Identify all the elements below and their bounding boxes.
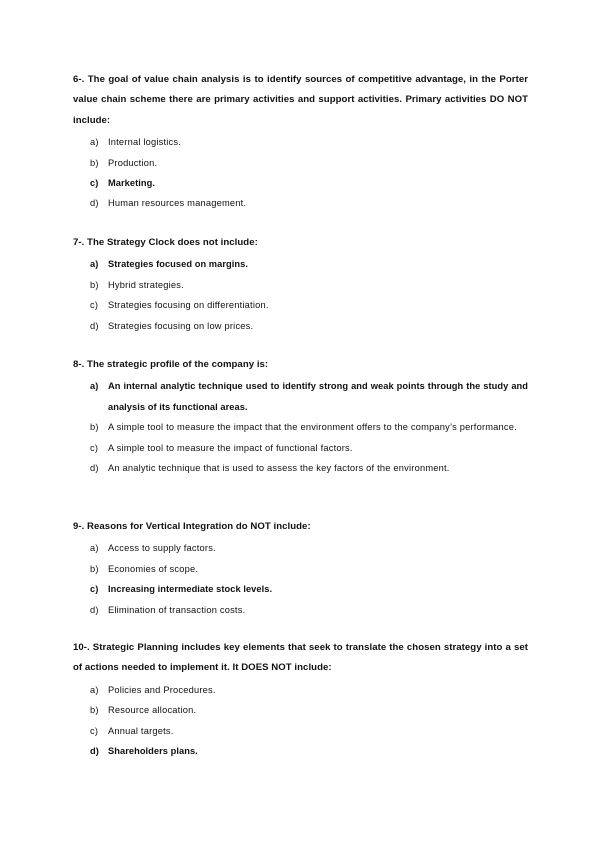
option-text: Elimination of transaction costs. bbox=[108, 604, 246, 615]
question-6 bbox=[73, 70, 528, 214]
option-text: Annual targets. bbox=[108, 725, 174, 736]
option-text: A simple tool to measure the impact of functional factors. bbox=[108, 442, 353, 453]
option-text: Human resources management. bbox=[108, 198, 247, 209]
option-letter: b) bbox=[90, 279, 99, 290]
option-text: Strategies focused on margins. bbox=[108, 259, 248, 270]
option-b bbox=[73, 559, 528, 579]
option-list bbox=[73, 132, 528, 214]
option-text: Policies and Procedures. bbox=[108, 684, 216, 695]
option-c bbox=[73, 721, 528, 741]
option-text: Marketing. bbox=[108, 178, 155, 189]
option-letter: a) bbox=[90, 684, 99, 695]
option-text: Hybrid strategies. bbox=[108, 279, 184, 290]
question-stem: 6-. The goal of value chain analysis is to identify sources of competitive advantage, in the Porter value chain scheme there are primary activities and support activities. Primary activities DO NOT include: bbox=[73, 74, 528, 126]
option-a bbox=[73, 538, 528, 558]
option-letter: a) bbox=[90, 259, 99, 270]
option-text: Increasing intermediate stock levels. bbox=[108, 584, 273, 595]
option-c bbox=[73, 438, 528, 458]
option-a bbox=[73, 376, 528, 417]
option-c bbox=[73, 295, 528, 315]
option-d bbox=[73, 600, 528, 620]
option-d bbox=[73, 458, 528, 478]
option-text: Strategies focusing on differentiation. bbox=[108, 300, 269, 311]
option-a bbox=[73, 132, 528, 152]
option-letter: c) bbox=[90, 178, 99, 189]
option-a bbox=[73, 680, 528, 700]
option-list bbox=[73, 538, 528, 620]
option-list bbox=[73, 680, 528, 762]
option-b bbox=[73, 153, 528, 173]
option-letter: a) bbox=[90, 137, 99, 148]
option-letter: d) bbox=[90, 463, 99, 474]
option-list bbox=[73, 376, 528, 478]
option-b bbox=[73, 700, 528, 720]
question-stem: 10-. Strategic Planning includes key elements that seek to translate the chosen strategy into a set of actions needed to implement it. It DOES NOT include: bbox=[73, 642, 528, 674]
option-letter: b) bbox=[90, 705, 99, 716]
option-d bbox=[73, 741, 528, 761]
option-b bbox=[73, 275, 528, 295]
question-8 bbox=[73, 355, 528, 478]
option-b bbox=[73, 417, 528, 437]
option-text: Internal logistics. bbox=[108, 137, 182, 148]
option-list bbox=[73, 254, 528, 336]
option-d bbox=[73, 316, 528, 336]
question-stem: 8-. The strategic profile of the company is: bbox=[73, 359, 269, 370]
option-letter: d) bbox=[90, 320, 99, 331]
question-9 bbox=[73, 517, 528, 620]
option-letter: b) bbox=[90, 422, 99, 433]
option-text: An internal analytic technique used to identify strong and weak points through the study and analysis of its functional areas. bbox=[108, 381, 528, 412]
option-c bbox=[73, 579, 528, 599]
question-stem: 7-. The Strategy Clock does not include: bbox=[73, 237, 258, 248]
option-letter: b) bbox=[90, 157, 99, 168]
question-7 bbox=[73, 233, 528, 336]
option-text: A simple tool to measure the impact that the environment offers to the company’s performance. bbox=[108, 422, 517, 433]
option-a bbox=[73, 254, 528, 274]
option-letter: c) bbox=[90, 584, 99, 595]
option-letter: c) bbox=[90, 442, 99, 453]
option-text: An analytic technique that is used to assess the key factors of the environment. bbox=[108, 463, 450, 474]
option-letter: d) bbox=[90, 604, 99, 615]
option-text: Production. bbox=[108, 157, 158, 168]
question-10 bbox=[73, 638, 528, 761]
option-letter: d) bbox=[90, 198, 99, 209]
option-letter: b) bbox=[90, 563, 99, 574]
option-d bbox=[73, 193, 528, 213]
question-stem: 9-. Reasons for Vertical Integration do NOT include: bbox=[73, 521, 311, 532]
option-text: Shareholders plans. bbox=[108, 746, 198, 757]
option-letter: c) bbox=[90, 300, 99, 311]
option-text: Strategies focusing on low prices. bbox=[108, 320, 254, 331]
option-text: Resource allocation. bbox=[108, 705, 197, 716]
option-text: Access to supply factors. bbox=[108, 543, 216, 554]
option-letter: d) bbox=[90, 746, 99, 757]
option-letter: a) bbox=[90, 381, 99, 392]
option-letter: a) bbox=[90, 543, 99, 554]
option-c bbox=[73, 173, 528, 193]
option-letter: c) bbox=[90, 725, 99, 736]
option-text: Economies of scope. bbox=[108, 563, 199, 574]
